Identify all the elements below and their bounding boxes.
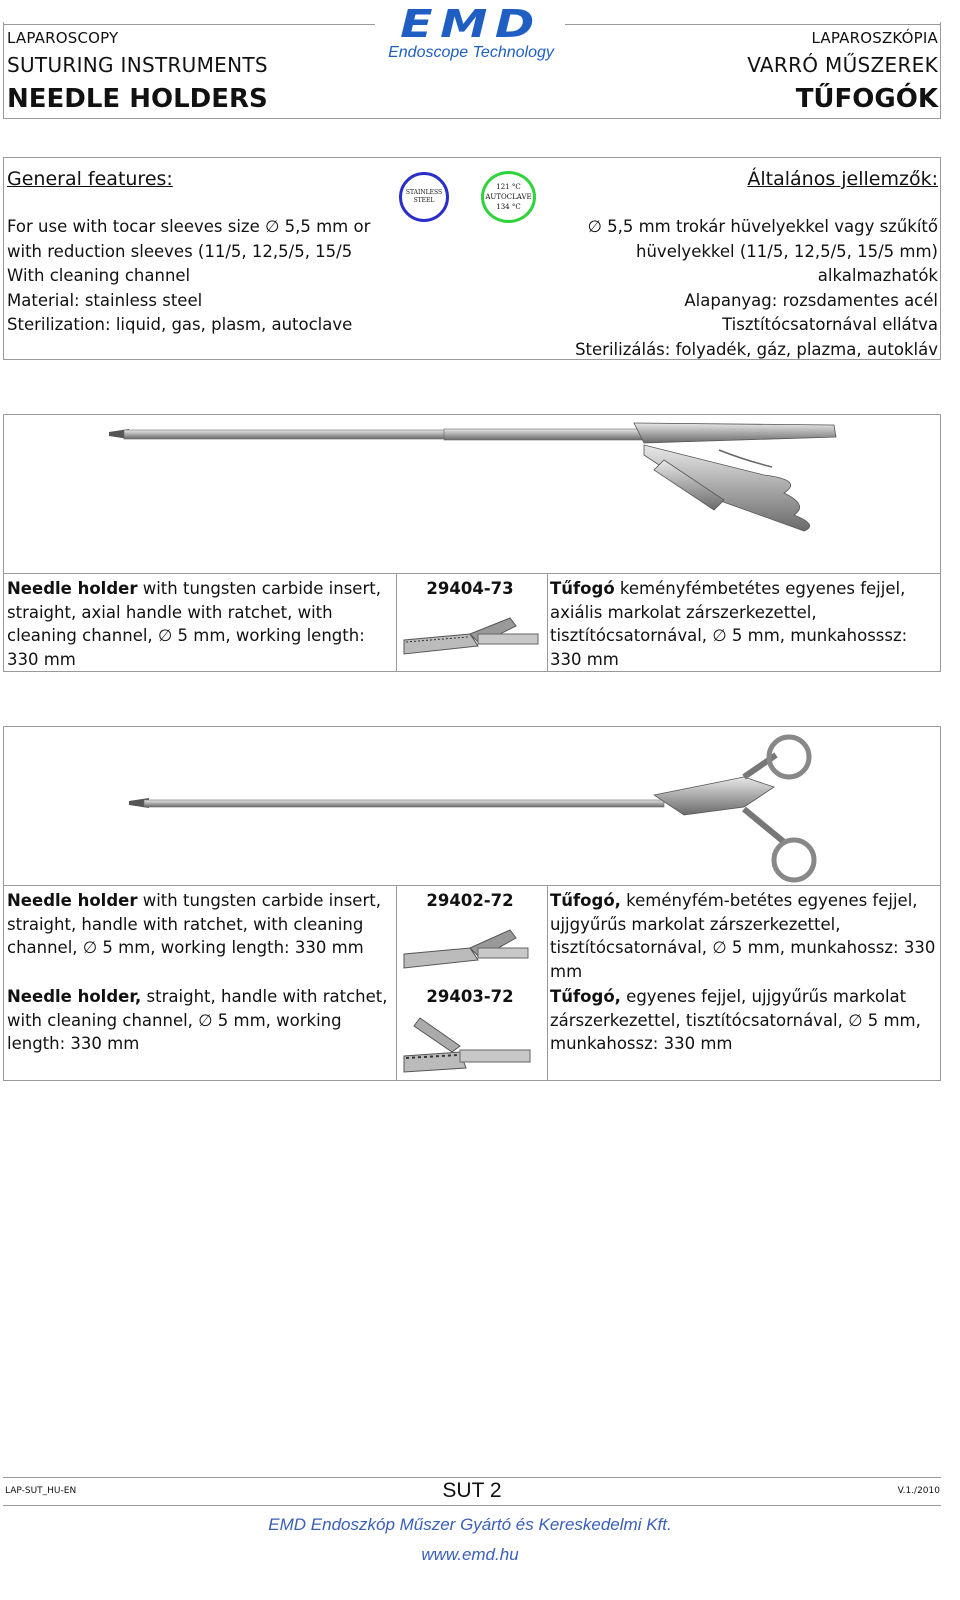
product-code-29404-73: 29404-73 bbox=[426, 579, 514, 598]
tip-thumbnail-29404-73 bbox=[400, 604, 540, 664]
product-desc-hu-29403-72 bbox=[550, 985, 938, 1056]
header-subcategory-en: SUTURING INSTRUMENTS bbox=[7, 53, 268, 77]
features-list-hu bbox=[518, 215, 938, 362]
axial-needle-holder-illustration bbox=[4, 415, 940, 573]
stainless-steel-badge bbox=[399, 172, 449, 222]
header-title-hu: TŰFOGÓK bbox=[795, 84, 938, 114]
product-desc-en-text: straight, handle with ratchet, with cleaning channel, ∅ 5 mm, working length: 330 mm bbox=[7, 987, 388, 1053]
stainless-steel-badge-line2: STEEL bbox=[413, 197, 435, 204]
product-name-en: Needle holder bbox=[7, 579, 138, 598]
footer-doc-code: LAP-SUT_HU-EN bbox=[5, 1486, 77, 1496]
feature-en-1: For use with tocar sleeves size ∅ 5,5 mm or bbox=[7, 217, 371, 236]
product-desc-en-29403-72 bbox=[7, 985, 391, 1056]
header-category-en: LAPAROSCOPY bbox=[7, 29, 119, 47]
emd-logo-tagline: Endoscope Technology bbox=[388, 44, 554, 61]
product-image-axial bbox=[3, 414, 941, 574]
feature-hu-4: Alapanyag: rozsdamentes acél bbox=[684, 290, 938, 310]
feature-hu-3: alkalmazhatók bbox=[817, 266, 938, 285]
footer-version: V.1./2010 bbox=[897, 1486, 940, 1496]
header-top-rule-right bbox=[565, 24, 941, 25]
product-desc-hu-text: keményfém-betétes egyenes fejjel, ujjgyűrűs markolat zárszerkezettel, tisztítócsatornával, ∅ 5 mm, munkahossz: 330 mm bbox=[550, 891, 936, 981]
product-name-hu: Tűfogó bbox=[550, 579, 615, 598]
product-desc-hu-29404-73 bbox=[550, 577, 938, 671]
tip-thumbnail-29402-72 bbox=[400, 916, 540, 976]
emd-logo-mark: EMD bbox=[400, 2, 542, 46]
features-heading-hu: Általános jellemzők: bbox=[747, 168, 938, 190]
header-title-en: NEEDLE HOLDERS bbox=[7, 84, 268, 114]
autoclave-badge-line3: 134 °C bbox=[496, 203, 521, 211]
footer-page-number: SUT 2 bbox=[442, 1479, 502, 1502]
product-desc-en-29404-73 bbox=[7, 577, 387, 671]
row-divider-4 bbox=[547, 886, 548, 1080]
feature-hu-5: Tisztítócsatornával ellátva bbox=[722, 315, 938, 334]
product-desc-en-text: with tungsten carbide insert, straight, handle with ratchet, with cleaning channel, ∅ 5 mm, working length: 330 mm bbox=[7, 891, 381, 957]
features-list-en bbox=[7, 215, 387, 338]
product-desc-hu-29402-72 bbox=[550, 889, 938, 983]
product-name-en: Needle holder, bbox=[7, 987, 142, 1006]
features-heading-en: General features: bbox=[7, 168, 173, 190]
footer-website-link[interactable]: www.emd.hu bbox=[421, 1545, 519, 1564]
autoclave-badge-line1: 121 °C bbox=[496, 183, 521, 191]
feature-en-4: Material: stainless steel bbox=[7, 290, 203, 310]
footer-top-rule bbox=[3, 1477, 941, 1478]
stainless-steel-badge-line1: STAINLESS bbox=[405, 189, 443, 196]
footer-company: EMD Endoszkóp Műszer Gyártó és Kereskedelmi Kft. bbox=[268, 1515, 672, 1534]
header-category-hu: LAPAROSZKÓPIA bbox=[811, 29, 938, 47]
feature-en-2: with reduction sleeves (11/5, 12,5/5, 15/5 bbox=[7, 241, 353, 261]
feature-hu-6: Sterilizálás: folyadék, gáz, plazma, autokláv bbox=[575, 339, 938, 359]
product-name-en: Needle holder bbox=[7, 891, 138, 910]
product-desc-en-text: with tungsten carbide insert, straight, axial handle with ratchet, with cleaning channel, ∅ 5 mm, working length: 330 mm bbox=[7, 579, 381, 669]
emd-logo bbox=[378, 4, 564, 64]
ring-needle-holder-illustration bbox=[4, 727, 940, 885]
feature-hu-1: ∅ 5,5 mm trokár hüvelyekkel vagy szűkítő bbox=[587, 217, 938, 236]
product-code-29403-72: 29403-72 bbox=[426, 987, 514, 1006]
feature-hu-2: hüvelyekkel (11/5, 12,5/5, 15/5 mm) bbox=[636, 241, 938, 261]
product-desc-hu-text: egyenes fejjel, ujjgyűrűs markolat zárszerkezettel, tisztítócsatornával, ∅ 5 mm, munkahossz: 330 mm bbox=[550, 987, 921, 1053]
product-image-ring bbox=[3, 726, 941, 886]
row-divider-2 bbox=[547, 574, 548, 671]
product-desc-en-29402-72 bbox=[7, 889, 391, 960]
feature-en-5: Sterilization: liquid, gas, plasm, autoclave bbox=[7, 315, 353, 334]
product-name-hu: Tűfogó, bbox=[550, 987, 621, 1006]
feature-en-3: With cleaning channel bbox=[7, 266, 191, 285]
header-top-rule-left bbox=[3, 24, 375, 25]
product-name-hu: Tűfogó, bbox=[550, 891, 621, 910]
row-divider-3 bbox=[396, 886, 397, 1080]
header-subcategory-hu: VARRÓ MŰSZEREK bbox=[747, 53, 938, 77]
footer-bottom-rule bbox=[3, 1505, 941, 1506]
autoclave-badge-line2: AUTOCLAVE bbox=[485, 193, 532, 201]
product-desc-hu-text: keményfémbetétes egyenes fejjel, axiális markolat zárszerkezettel, tisztítócsatornával, ∅ 5 mm, munkahosssz: 330 mm bbox=[550, 579, 908, 669]
product-code-29402-72: 29402-72 bbox=[426, 891, 514, 910]
tip-thumbnail-29403-72 bbox=[400, 1008, 540, 1074]
